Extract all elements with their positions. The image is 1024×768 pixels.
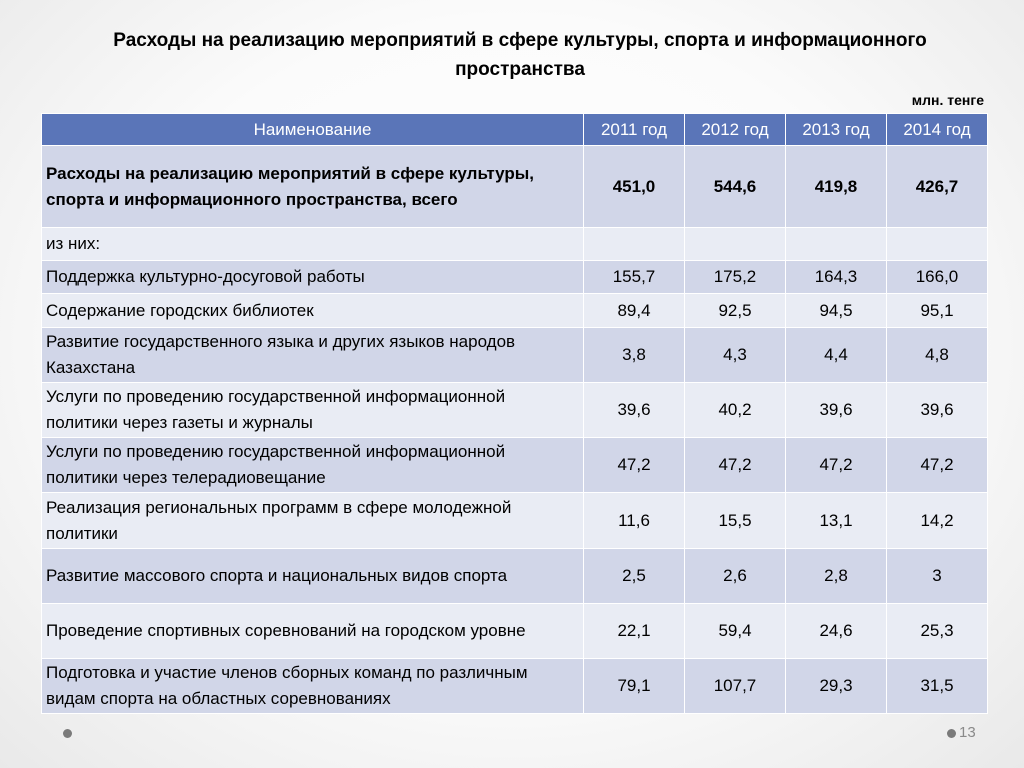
cell-2013: 24,6: [786, 604, 887, 659]
cell-2012: 40,2: [685, 383, 786, 438]
cell-2012: 59,4: [685, 604, 786, 659]
cell-2013: 47,2: [786, 438, 887, 493]
row-name: Поддержка культурно-досуговой работы: [42, 261, 584, 294]
cell-2013: 13,1: [786, 493, 887, 549]
cell-2014: 166,0: [887, 261, 988, 294]
cell-2011: 39,6: [584, 383, 685, 438]
cell-2014: 14,2: [887, 493, 988, 549]
table-row: [42, 549, 988, 604]
header-2014: 2014 год: [887, 114, 988, 146]
cell-2014: 3: [887, 549, 988, 604]
cell-2014: [887, 228, 988, 261]
footer-dot-icon: [947, 729, 956, 738]
slide-title: Расходы на реализацию мероприятий в сфере культуры, спорта и информационного пространства: [113, 30, 927, 80]
row-name: Проведение спортивных соревнований на городском уровне: [42, 604, 584, 659]
table-row: [42, 438, 988, 493]
cell-2012: 4,3: [685, 328, 786, 383]
header-2012: 2012 год: [685, 114, 786, 146]
cell-2013: 29,3: [786, 659, 887, 714]
cell-2012: 2,6: [685, 549, 786, 604]
cell-2014: 95,1: [887, 294, 988, 328]
cell-2013: 419,8: [786, 146, 887, 228]
table-row: [42, 261, 988, 294]
table-row: [42, 493, 988, 549]
cell-2012: 47,2: [685, 438, 786, 493]
table-row: [42, 294, 988, 328]
cell-2011: 79,1: [584, 659, 685, 714]
row-name: Реализация региональных программ в сфере молодежной политики: [42, 493, 584, 549]
row-name: Развитие массового спорта и национальных видов спорта: [42, 549, 584, 604]
cell-2014: 4,8: [887, 328, 988, 383]
table-row: [42, 328, 988, 383]
row-name: Содержание городских библиотек: [42, 294, 584, 328]
cell-2013: 2,8: [786, 549, 887, 604]
cell-2012: 92,5: [685, 294, 786, 328]
table-row: [42, 228, 988, 261]
cell-2011: 11,6: [584, 493, 685, 549]
cell-2011: 155,7: [584, 261, 685, 294]
unit-note: млн. тенге: [911, 92, 984, 108]
table-row: [42, 659, 988, 714]
header-2013: 2013 год: [786, 114, 887, 146]
row-name: Развитие государственного языка и других языков народов Казахстана: [42, 328, 584, 383]
cell-2011: 3,8: [584, 328, 685, 383]
cell-2014: 47,2: [887, 438, 988, 493]
footer-dot-icon: [63, 729, 72, 738]
cell-2011: [584, 228, 685, 261]
cell-2014: 25,3: [887, 604, 988, 659]
header-name: Наименование: [42, 114, 584, 146]
row-name: Расходы на реализацию мероприятий в сфере культуры, спорта и информационного пространства, всего: [42, 146, 584, 228]
cell-2013: [786, 228, 887, 261]
cell-2011: 89,4: [584, 294, 685, 328]
cell-2013: 94,5: [786, 294, 887, 328]
expenses-table: [41, 113, 988, 714]
header-2011: 2011 год: [584, 114, 685, 146]
table-row: [42, 604, 988, 659]
cell-2012: 175,2: [685, 261, 786, 294]
page-number: 13: [959, 724, 976, 741]
cell-2012: [685, 228, 786, 261]
cell-2014: 31,5: [887, 659, 988, 714]
row-name: Услуги по проведению государственной информационной политики через газеты и журналы: [42, 383, 584, 438]
cell-2014: 426,7: [887, 146, 988, 228]
cell-2011: 47,2: [584, 438, 685, 493]
cell-2012: 544,6: [685, 146, 786, 228]
cell-2013: 39,6: [786, 383, 887, 438]
row-name: Услуги по проведению государственной информационной политики через телерадиовещание: [42, 438, 584, 493]
cell-2014: 39,6: [887, 383, 988, 438]
cell-2013: 164,3: [786, 261, 887, 294]
row-name: из них:: [42, 228, 584, 261]
table-header-row: [42, 114, 988, 146]
cell-2013: 4,4: [786, 328, 887, 383]
cell-2012: 107,7: [685, 659, 786, 714]
table-row-total: [42, 146, 988, 228]
table-row: [42, 383, 988, 438]
cell-2011: 22,1: [584, 604, 685, 659]
cell-2011: 451,0: [584, 146, 685, 228]
row-name: Подготовка и участие членов сборных команд по различным видам спорта на областных соревнованиях: [42, 659, 584, 714]
cell-2011: 2,5: [584, 549, 685, 604]
cell-2012: 15,5: [685, 493, 786, 549]
